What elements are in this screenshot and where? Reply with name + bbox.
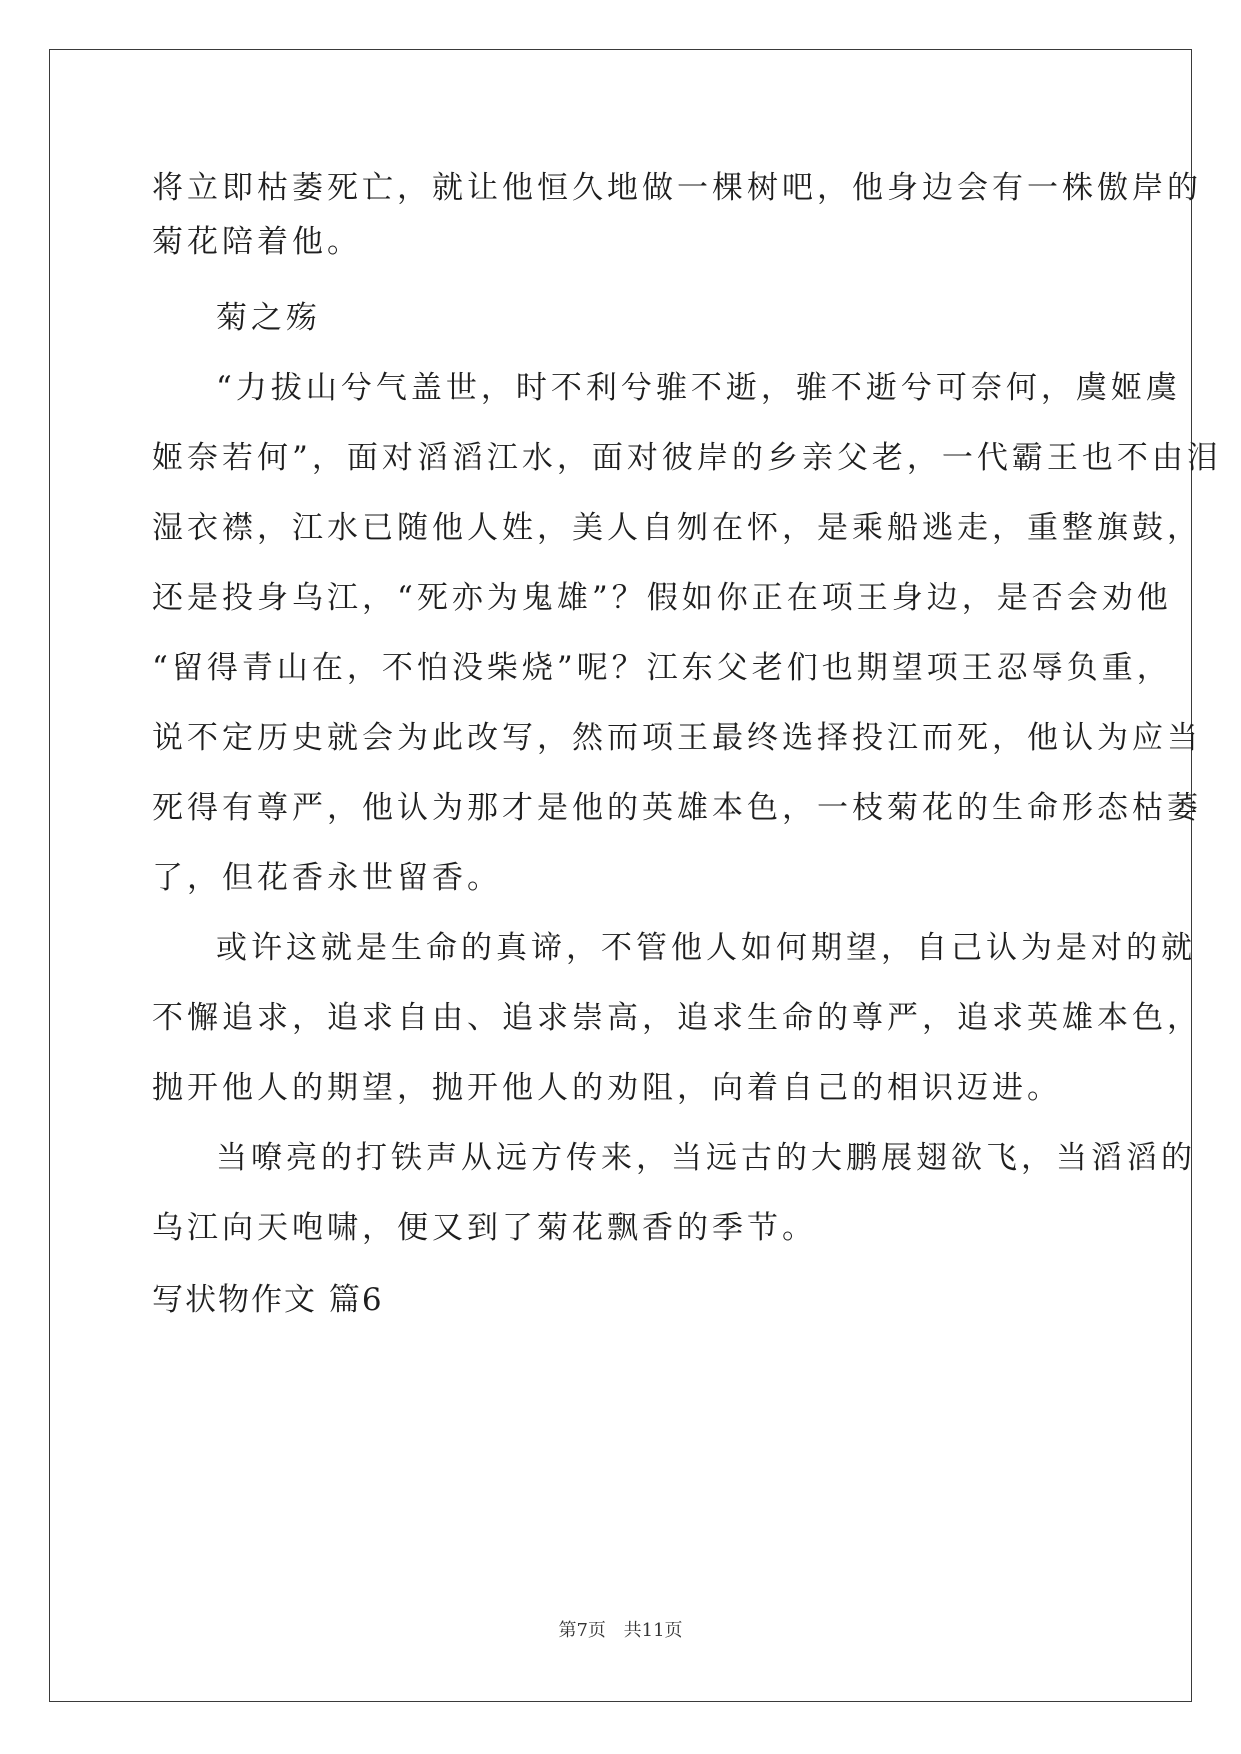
- body-line-2: 菊花陪着他。: [152, 224, 362, 260]
- body-line-11: 了，但花香永世留香。: [152, 860, 502, 896]
- body-line-13: 不懈追求，追求自由、追求崇高，追求生命的尊严，追求英雄本色，: [152, 1000, 1202, 1036]
- page-footer: [0, 1619, 1241, 1643]
- page-number: 第7页: [558, 1620, 606, 1641]
- body-line-9: 说不定历史就会为此改写，然而项王最终选择投江而死，他认为应当: [152, 720, 1202, 756]
- page-total: 共11页: [623, 1620, 683, 1641]
- body-line-6: 湿衣襟，江水已随他人姓，美人自刎在怀，是乘船逃走，重整旗鼓，: [152, 510, 1202, 546]
- body-line-5: 姬奈若何”，面对滔滔江水，面对彼岸的乡亲父老，一代霸王也不由泪: [152, 440, 1222, 476]
- body-line-12: 或许这就是生命的真谛，不管他人如何期望，自己认为是对的就: [216, 930, 1196, 966]
- body-line-4: “力拔山兮气盖世，时不利兮骓不逝，骓不逝兮可奈何，虞姬虞: [216, 370, 1181, 406]
- body-line-1: 将立即枯萎死亡，就让他恒久地做一棵树吧，他身边会有一株傲岸的: [152, 170, 1202, 206]
- body-line-8: “留得青山在，不怕没柴烧”呢？江东父老们也期望项王忍辱负重，: [152, 650, 1172, 686]
- body-line-15: 当嘹亮的打铁声从远方传来，当远古的大鹏展翅欲飞，当滔滔的: [216, 1140, 1196, 1176]
- section-heading: 写状物作文 篇6: [152, 1282, 384, 1318]
- body-line-7: 还是投身乌江，“死亦为鬼雄”？假如你正在项王身边，是否会劝他: [152, 580, 1172, 616]
- body-line-10: 死得有尊严，他认为那才是他的英雄本色，一枝菊花的生命形态枯萎: [152, 790, 1202, 826]
- body-line-16: 乌江向天咆啸，便又到了菊花飘香的季节。: [152, 1210, 817, 1246]
- body-line-14: 抛开他人的期望，抛开他人的劝阻，向着自己的相识迈进。: [152, 1070, 1062, 1106]
- section-subtitle: 菊之殇: [216, 300, 321, 336]
